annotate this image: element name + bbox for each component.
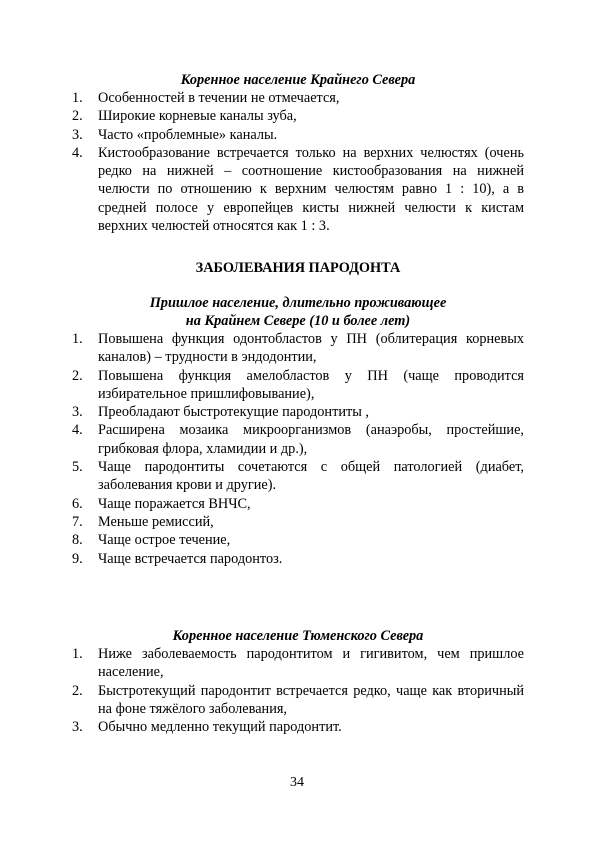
item-number: 3. bbox=[72, 404, 83, 421]
item-number: 2. bbox=[72, 108, 83, 125]
list-item bbox=[72, 421, 524, 458]
item-text: Часто «проблемные» каналы. bbox=[98, 126, 278, 143]
list-item bbox=[72, 367, 524, 404]
list-item bbox=[72, 144, 524, 235]
item-text: Чаще пародонтиты сочетаются с общей патологией (диабет, заболевания крови и другие). bbox=[98, 459, 524, 494]
numbered-list bbox=[72, 89, 524, 235]
list-item bbox=[72, 330, 524, 367]
item-number: 1. bbox=[72, 90, 83, 106]
section-newcomers-far-north bbox=[72, 294, 524, 568]
page-heading: ЗАБОЛЕВАНИЯ ПАРОДОНТА bbox=[195, 260, 401, 276]
section-indigenous-far-north bbox=[72, 71, 524, 235]
item-text: Чаще поражается ВНЧС, bbox=[98, 495, 251, 512]
item-number: 1. bbox=[72, 646, 83, 662]
item-text: Чаще встречается пародонтоз. bbox=[98, 550, 283, 567]
item-text: Повышена функция амелобластов у ПН (чаще проводится избирательное пришлифовывание), bbox=[98, 367, 524, 402]
section-indigenous-tyumen-north bbox=[72, 627, 524, 736]
item-text: Быстротекущий пародонтит встречается редко, чаще как вторичный на фоне тяжёлого заболевания, bbox=[98, 682, 524, 717]
item-number: 3. bbox=[72, 126, 83, 143]
list-item bbox=[72, 89, 524, 107]
item-text: Повышена функция одонтобластов у ПН (облитерация корневых каналов) – трудности в эндодонтии, bbox=[98, 331, 524, 366]
item-text: Широкие корневые каналы зуба, bbox=[98, 108, 297, 125]
item-number: 7. bbox=[72, 513, 83, 530]
item-text: Обычно медленно текущий пародонтит. bbox=[98, 719, 342, 736]
list-item bbox=[72, 682, 524, 719]
item-number: 4. bbox=[72, 422, 83, 439]
item-text: Меньше ремиссий, bbox=[98, 513, 214, 530]
list-item bbox=[72, 645, 524, 682]
list-item bbox=[72, 126, 524, 144]
list-item bbox=[72, 107, 524, 125]
section-title-line1: Пришлое население, длительно проживающее bbox=[149, 295, 447, 311]
list-item bbox=[72, 513, 524, 531]
list-item bbox=[72, 495, 524, 513]
numbered-list bbox=[72, 330, 524, 568]
list-item bbox=[72, 403, 524, 421]
item-text: Ниже заболеваемость пародонтитом и гигивитом, чем пришлое население, bbox=[98, 646, 524, 681]
numbered-list bbox=[72, 645, 524, 736]
list-item bbox=[72, 550, 524, 568]
item-number: 1. bbox=[72, 331, 83, 347]
list-item bbox=[72, 531, 524, 549]
item-text: Особенностей в течении не отмечается, bbox=[98, 90, 340, 106]
section-title: Коренное население Крайнего Севера bbox=[180, 72, 416, 88]
item-number: 8. bbox=[72, 532, 83, 549]
item-number: 9. bbox=[72, 550, 83, 567]
item-number: 4. bbox=[72, 144, 83, 161]
section-title: Коренное население Тюменского Севера bbox=[172, 628, 424, 644]
item-text: Преобладают быстротекущие пародонтиты , bbox=[98, 404, 369, 421]
item-text: Кистообразование встречается только на верхних челюстях (очень редко на нижней – соотношение кистообразования на нижней челюсти по отношению к верхним челюстям равно 1 : 10), а в средней полосе у европейцев кисты нижней челюсти к кистам верхних челюстей относятся как 1 : 3. bbox=[98, 144, 524, 235]
item-text: Чаще острое течение, bbox=[98, 532, 231, 549]
page-number: 34 bbox=[290, 775, 304, 790]
item-number: 3. bbox=[72, 719, 83, 736]
list-item bbox=[72, 718, 524, 736]
item-text: Расширена мозаика микроорганизмов (анаэробы, простейшие, грибковая флора, хламидии и др.), bbox=[98, 422, 524, 457]
main-heading-block bbox=[72, 259, 524, 277]
section-title-line2: на Крайнем Севере (10 и более лет) bbox=[185, 313, 411, 329]
list-item bbox=[72, 458, 524, 495]
item-number: 2. bbox=[72, 682, 83, 699]
item-number: 2. bbox=[72, 367, 83, 384]
item-number: 6. bbox=[72, 495, 83, 512]
item-number: 5. bbox=[72, 459, 83, 476]
